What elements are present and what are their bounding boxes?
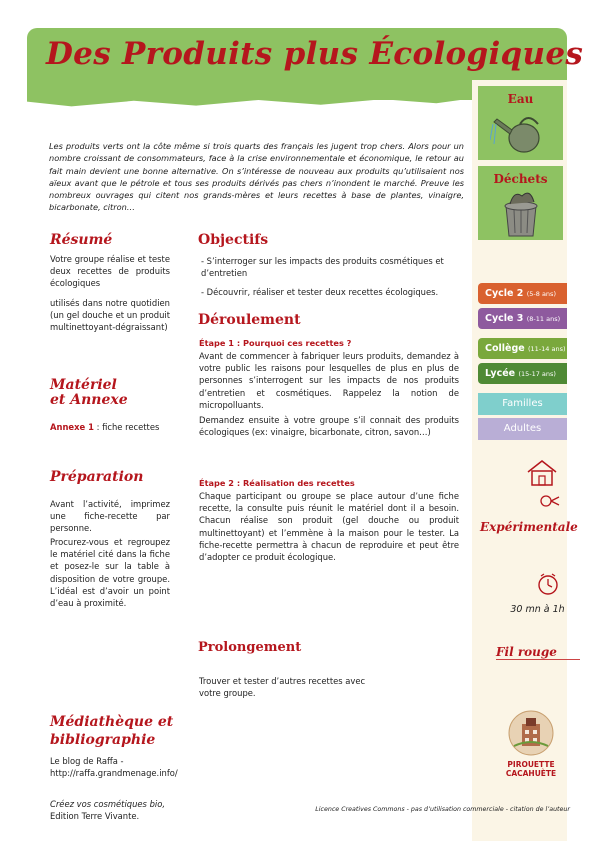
annexe-line (50, 421, 180, 433)
deroulement-heading: Déroulement (198, 312, 301, 328)
level-name: Cycle 3 (485, 313, 524, 324)
resume-text-1: Votre groupe réalise et teste deux recettes de produits écologiques (50, 254, 170, 289)
level-college (478, 338, 567, 359)
logo-text (492, 760, 570, 778)
step2-title: Étape 2 : Réalisation des recettes (199, 478, 355, 488)
level-lycee (478, 363, 567, 384)
watering-can-icon (490, 110, 552, 156)
public-adultes: Adultes (478, 418, 567, 440)
clock-icon (536, 572, 560, 596)
level-name: Collège (485, 343, 525, 354)
level-ages: (15-17 ans) (518, 370, 556, 378)
experiment-icon (540, 494, 560, 508)
house-icon (524, 458, 560, 488)
annexe-label: Annexe 1 (50, 422, 94, 432)
fil-rouge-label: Fil rouge (496, 645, 580, 660)
logo-text-line1: PIROUETTE (507, 760, 555, 769)
level-ages: (11-14 ans) (528, 345, 566, 353)
preparation-text-1: Avant l’activité, imprimez une fiche-recette par personne. (50, 499, 170, 534)
objectifs-heading: Objectifs (198, 232, 269, 248)
trash-bin-icon (492, 188, 550, 238)
theme-label: Déchets (493, 172, 548, 186)
level-cycle2 (478, 283, 567, 304)
mediatheque-blog: Le blog de Raffa - http://raffa.grandmenage.info/ (50, 756, 178, 779)
mediatheque-heading (50, 713, 173, 749)
prolongement-text: Trouver et tester d’autres recettes avec votre groupe. (199, 676, 366, 699)
activity-mode: Expérimentale (480, 520, 578, 534)
pirouette-cacahuete-logo (508, 710, 554, 756)
mediatheque-book-title: Créez vos cosmétiques bio, (50, 799, 166, 809)
materiel-heading-line1: Matériel (50, 377, 117, 393)
theme-label: Eau (507, 92, 534, 106)
resume-heading: Résumé (50, 232, 113, 248)
materiel-heading (50, 378, 128, 408)
level-ages: (5-8 ans) (526, 290, 556, 298)
objectif-item: - Découvrir, réaliser et tester deux recettes écologiques. (201, 287, 439, 297)
level-name: Cycle 2 (485, 288, 524, 299)
annexe-text: : fiche recettes (96, 422, 160, 432)
objectif-item: - S’interroger sur les impacts des produits cosmétiques et d’entretien (201, 256, 444, 279)
step1-text-1: Avant de commencer à fabriquer leurs produits, demandez à votre public les raisons pour lesquelles de plus en plus de personnes s’interrogent sur les impacts de nos produits d’entretien et cosmétiques. Rappelez la notion de micropolluants. (199, 351, 459, 410)
level-cycle3 (478, 308, 567, 329)
page-title: Des Produits plus Écologiques (46, 36, 584, 72)
step1-title: Étape 1 : Pourquoi ces recettes ? (199, 338, 352, 348)
step1-text-2: Demandez ensuite à votre groupe s’il connait des produits écologiques (ex: vinaigre, bicarbonate, citron, savon…) (199, 415, 459, 438)
materiel-heading-line2: et Annexe (50, 392, 128, 408)
logo-text-line2: CACAHUÈTE (505, 769, 557, 778)
duration: 30 mn à 1h (510, 604, 565, 615)
mediatheque-heading-line2: bibliographie (50, 732, 156, 748)
title-banner-torn-edge (27, 92, 472, 108)
mediatheque-book-publisher: Edition Terre Vivante. (50, 811, 140, 821)
theme-card-eau (478, 86, 563, 160)
resume-text-2: utilisés dans notre quotidien (un gel douche et un produit multinettoyant-dégraissant) (50, 298, 170, 333)
intro-paragraph: Les produits verts ont la côte même si trois quarts des français les jugent trop chers. Alors pour un nombre croissant de consommateurs, face à la crise environnementale et économique, le retour au fait main devient une bonne alternative. On s’intéresse de nouveau aux produits qu’utilisaient nos aïeux avant que le pétrole et tous ses produits dérivés pas chers n’inondent le marché. Preuve les nombreux ouvrages qui citent nos grands-mères et leurs recettes à base de plantes, vinaigre, bicarbonate, citron… (49, 141, 464, 213)
mediatheque-heading-line1: Médiathèque et (50, 714, 174, 730)
footer-license: Licence Creatives Commons - pas d’utilisation commerciale - citation de l’auteur (315, 806, 570, 813)
preparation-heading: Préparation (50, 469, 144, 485)
step2-text: Chaque participant ou groupe se place autour d’une fiche recette, la consulte puis réunit le matériel dont il a besoin. Chacun réalise son produit (gel douche ou produit multinettoyant) et l’emmène à la maison pour le tester. La fiche-recette permettra à chacun de reproduire et peut être d’adopter ce produit écologique. (199, 491, 459, 563)
prolongement-heading: Prolongement (198, 640, 302, 655)
public-familles: Familles (478, 393, 567, 415)
theme-card-dechets (478, 166, 563, 240)
preparation-text-2: Procurez-vous et regroupez le matériel cité dans la fiche et posez-le sur la table à disposition de votre groupe. L’idéal est d’avoir un point d’eau à proximité. (50, 537, 170, 609)
level-ages: (8-11 ans) (526, 315, 561, 323)
level-name: Lycée (485, 368, 516, 379)
